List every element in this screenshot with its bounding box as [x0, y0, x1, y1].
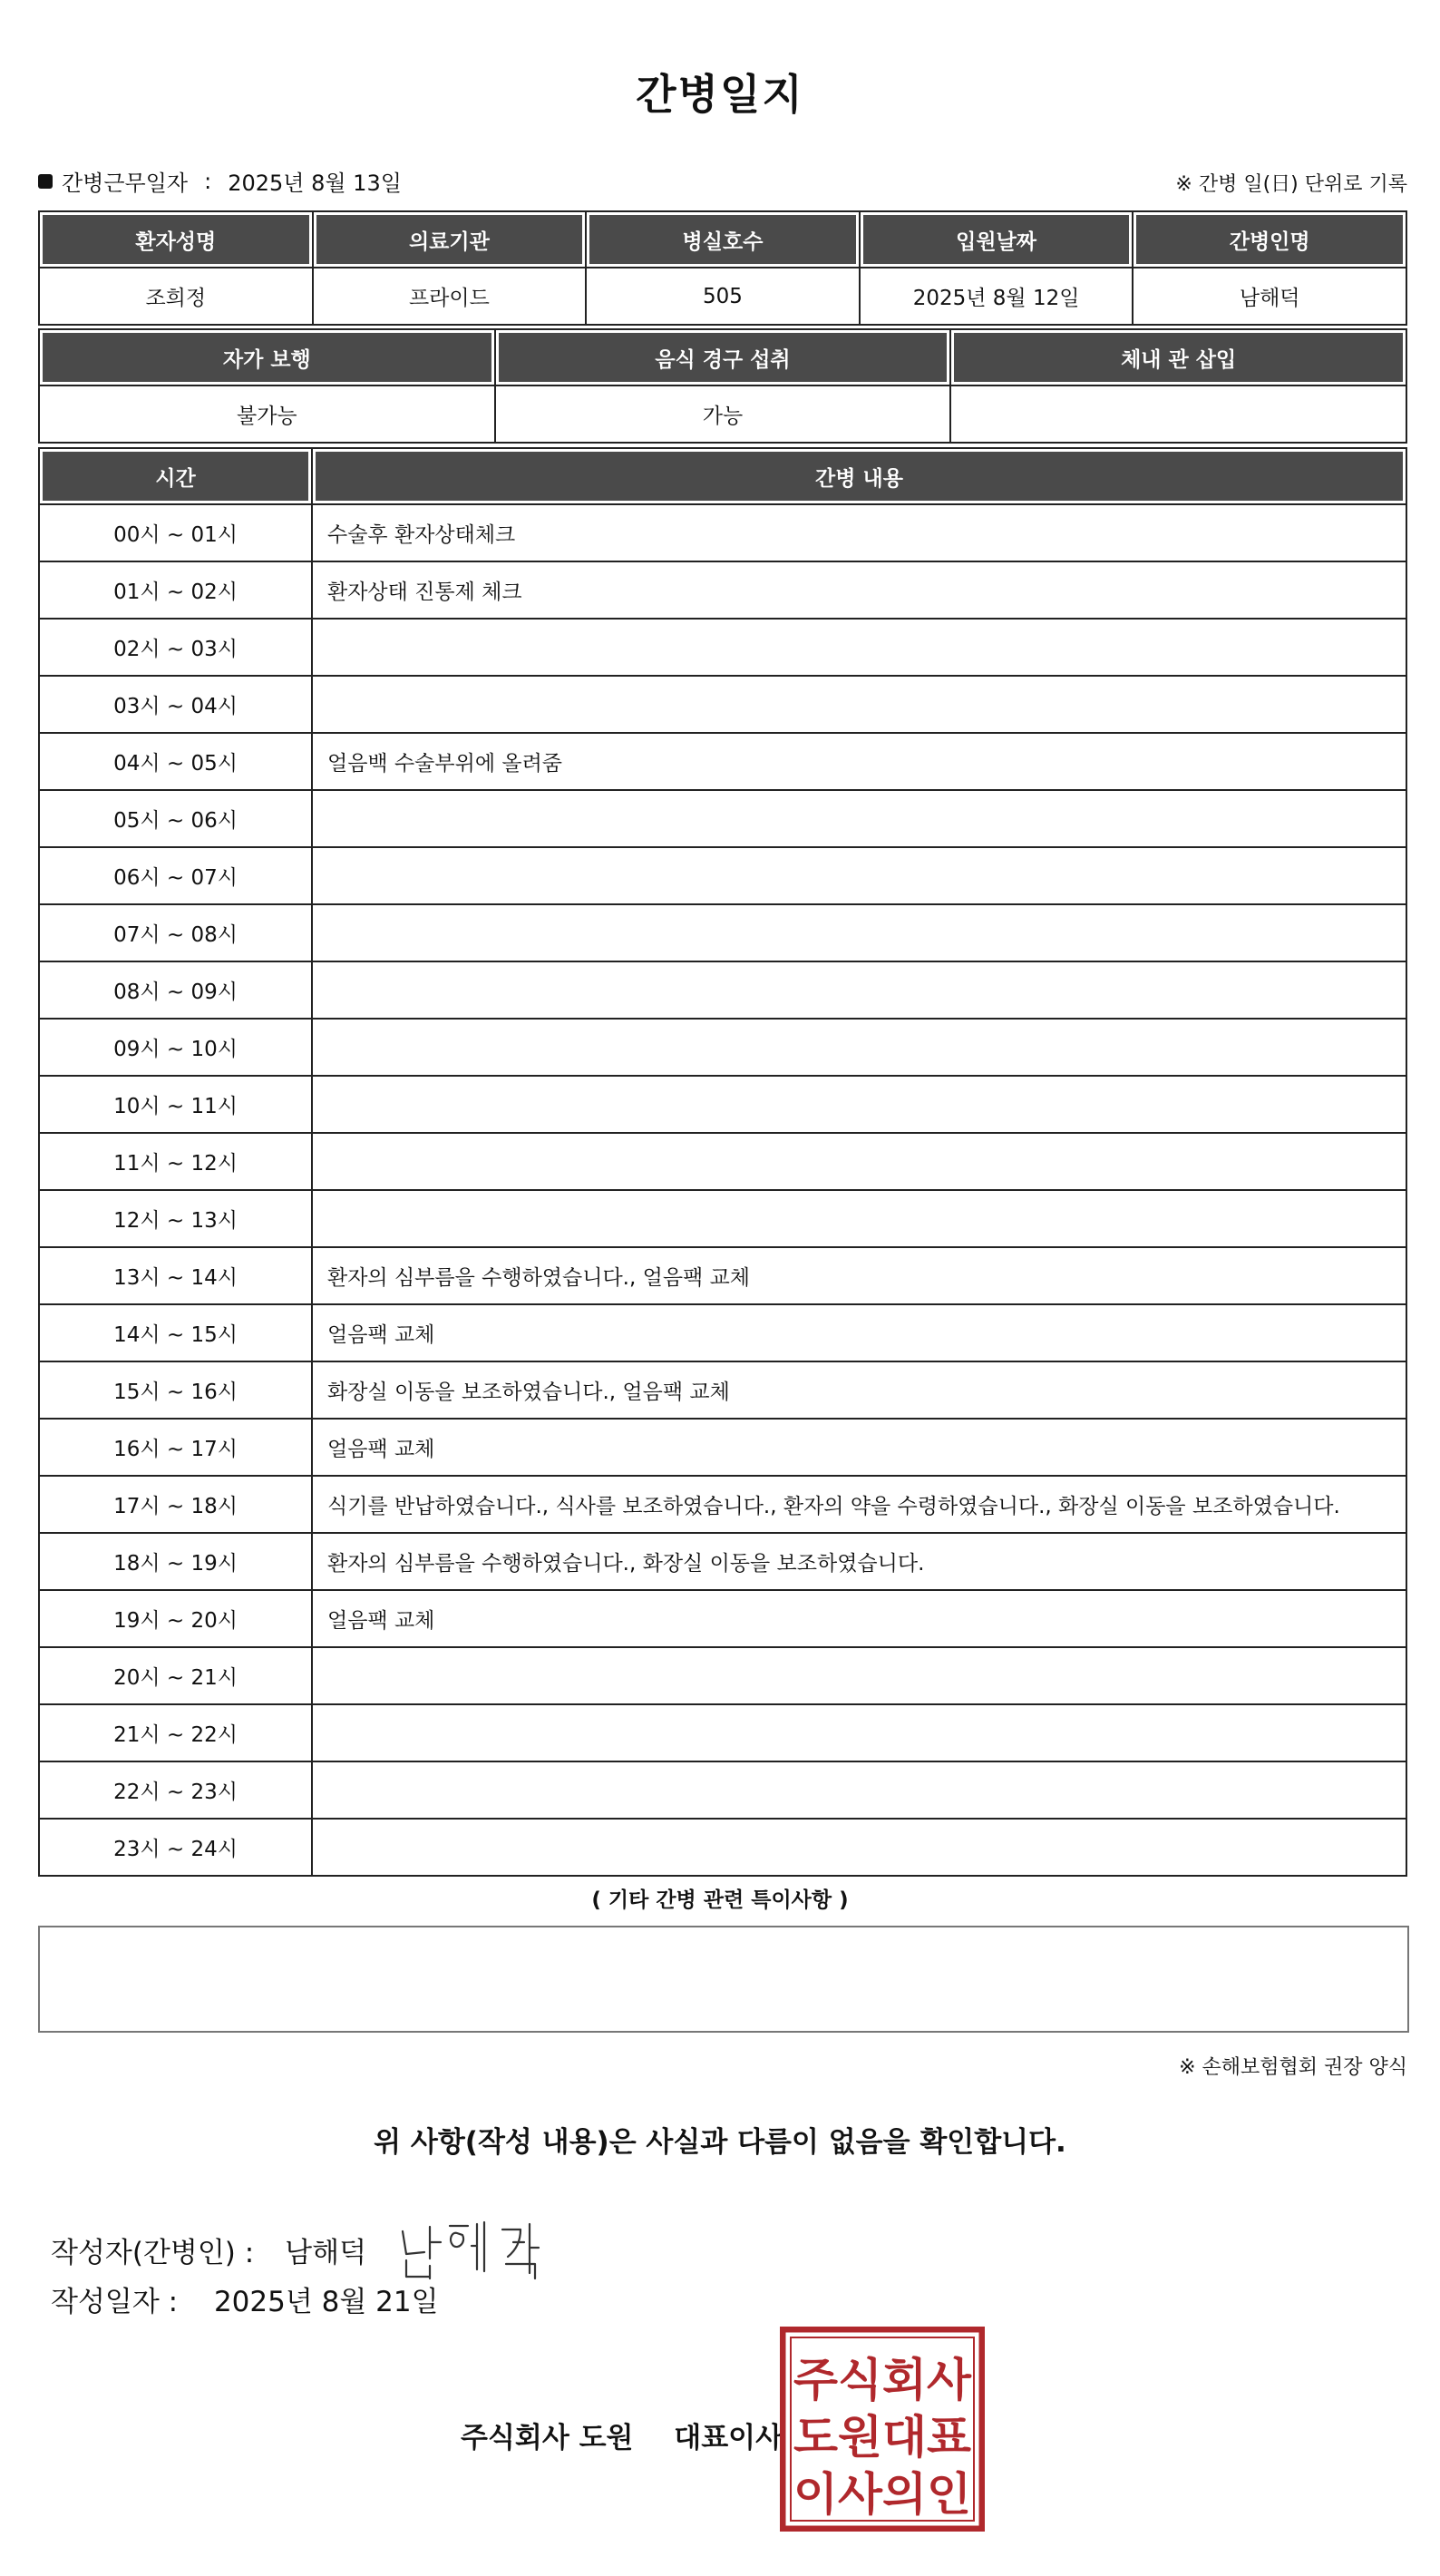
- table-row: [39, 676, 1406, 733]
- table-row: [39, 1761, 1406, 1819]
- time-cell: 21시 ~ 22시: [39, 1704, 312, 1761]
- table-row: [39, 1076, 1406, 1133]
- time-cell: 04시 ~ 05시: [39, 733, 312, 790]
- time-cell: 02시 ~ 03시: [39, 619, 312, 676]
- time-cell: 16시 ~ 17시: [39, 1419, 312, 1476]
- date-value: 2025년 8월 21일: [213, 2286, 439, 2318]
- content-cell: 환자의 심부름을 수행하였습니다., 얼음팩 교체: [312, 1247, 1406, 1304]
- tube-value: [950, 385, 1406, 443]
- content-cell: 얼음팩 교체: [312, 1419, 1406, 1476]
- patient-name: 조희정: [39, 268, 313, 325]
- content-cell: [312, 1704, 1406, 1761]
- time-cell: 17시 ~ 18시: [39, 1476, 312, 1533]
- table-row: [39, 904, 1406, 961]
- content-cell: 얼음팩 교체: [312, 1590, 1406, 1647]
- time-cell: 05시 ~ 06시: [39, 790, 312, 847]
- company-line: [461, 2415, 783, 2455]
- content-cell: [312, 790, 1406, 847]
- time-cell: 08시 ~ 09시: [39, 961, 312, 1019]
- table-row: [39, 847, 1406, 904]
- bullet-square-icon: [38, 174, 53, 189]
- header-room: 병실호수: [586, 211, 860, 268]
- content-cell: 환자의 심부름을 수행하였습니다., 화장실 이동을 보조하였습니다.: [312, 1533, 1406, 1590]
- header-hospital: 의료기관: [313, 211, 587, 268]
- table-row: [39, 1476, 1406, 1533]
- table-row: [39, 1419, 1406, 1476]
- seal-line-1: 주식회사: [793, 2354, 972, 2406]
- time-cell: 12시 ~ 13시: [39, 1190, 312, 1247]
- log-header-row: [39, 448, 1406, 504]
- header-patient-name: 환자성명: [39, 211, 313, 268]
- care-log-table: [38, 447, 1407, 1877]
- patient-info-table: [38, 210, 1407, 326]
- page-title: 간병일지: [636, 70, 804, 119]
- confirmation-text: 위 사항(작성 내용)은 사실과 다름이 없음을 확인합니다.: [374, 2126, 1066, 2159]
- content-cell: [312, 1019, 1406, 1076]
- content-cell: [312, 961, 1406, 1019]
- content-cell: 얼음백 수술부위에 올려줌: [312, 733, 1406, 790]
- time-cell: 22시 ~ 23시: [39, 1761, 312, 1819]
- time-cell: 06시 ~ 07시: [39, 847, 312, 904]
- content-cell: [312, 1190, 1406, 1247]
- association-note: ※ 손해보험협회 권장 양식: [1179, 2056, 1407, 2079]
- content-cell: [312, 1819, 1406, 1876]
- time-cell: 09시 ~ 10시: [39, 1019, 312, 1076]
- content-cell: [312, 904, 1406, 961]
- header-care-content: 간병 내용: [312, 448, 1406, 504]
- time-cell: 20시 ~ 21시: [39, 1647, 312, 1704]
- table-row: [39, 1704, 1406, 1761]
- table-row: [39, 1133, 1406, 1190]
- content-cell: [312, 619, 1406, 676]
- writer-label: 작성자(간병인) :: [51, 2236, 255, 2269]
- handwritten-signature: [394, 2213, 557, 2286]
- table-row: [39, 1819, 1406, 1876]
- content-cell: 얼음팩 교체: [312, 1304, 1406, 1361]
- content-cell: [312, 1761, 1406, 1819]
- header-time: 시간: [39, 448, 312, 504]
- time-cell: 10시 ~ 11시: [39, 1076, 312, 1133]
- time-cell: 03시 ~ 04시: [39, 676, 312, 733]
- table-row: [39, 1304, 1406, 1361]
- log-body: [39, 504, 1406, 1876]
- table-row: [39, 1361, 1406, 1419]
- table-row: [39, 1019, 1406, 1076]
- work-date-value: 2025년 8월 13일: [228, 171, 402, 196]
- status-value-row: [39, 385, 1406, 443]
- table-row: [39, 561, 1406, 619]
- patient-value-row: [39, 268, 1406, 325]
- content-cell: [312, 1076, 1406, 1133]
- content-cell: 식기를 반납하였습니다., 식사를 보조하였습니다., 환자의 약을 수령하였습니다., 화장실 이동을 보조하였습니다.: [312, 1476, 1406, 1533]
- patient-status-table: [38, 328, 1407, 444]
- table-row: [39, 1533, 1406, 1590]
- table-row: [39, 619, 1406, 676]
- time-cell: 19시 ~ 20시: [39, 1590, 312, 1647]
- work-date-label: 간병근무일자: [62, 171, 189, 196]
- table-row: [39, 1247, 1406, 1304]
- time-cell: 00시 ~ 01시: [39, 504, 312, 561]
- hospital-name: 프라이드: [313, 268, 587, 325]
- content-cell: 환자상태 진통제 체크: [312, 561, 1406, 619]
- header-admit-date: 입원날짜: [860, 211, 1134, 268]
- table-row: [39, 733, 1406, 790]
- time-cell: 11시 ~ 12시: [39, 1133, 312, 1190]
- content-cell: 화장실 이동을 보조하였습니다., 얼음팩 교체: [312, 1361, 1406, 1419]
- caregiver-name: 남해덕: [1133, 268, 1406, 325]
- header-caregiver: 간병인명: [1133, 211, 1406, 268]
- header-oral-intake: 음식 경구 섭취: [495, 329, 951, 385]
- writer-name: 남해덕: [285, 2236, 367, 2269]
- table-row: [39, 1590, 1406, 1647]
- time-cell: 14시 ~ 15시: [39, 1304, 312, 1361]
- company-name: 주식회사 도원: [461, 2422, 634, 2454]
- table-row: [39, 961, 1406, 1019]
- time-cell: 01시 ~ 02시: [39, 561, 312, 619]
- company-seal-icon: [780, 2327, 985, 2532]
- admit-date: 2025년 8월 12일: [860, 268, 1134, 325]
- header-walking: 자가 보행: [39, 329, 495, 385]
- unit-note: ※ 간병 일(日) 단위로 기록: [1175, 173, 1407, 196]
- content-cell: [312, 676, 1406, 733]
- seal-line-3: 이사의인: [793, 2468, 971, 2521]
- table-row: [39, 504, 1406, 561]
- table-row: [39, 1647, 1406, 1704]
- oral-intake-value: 가능: [495, 385, 951, 443]
- special-notes-title: ( 기타 간병 관련 특이사항 ): [591, 1888, 849, 1912]
- status-header-row: [39, 329, 1406, 385]
- date-label: 작성일자 :: [51, 2286, 179, 2318]
- walking-value: 불가능: [39, 385, 495, 443]
- work-date-sep: :: [204, 168, 212, 194]
- table-row: [39, 1190, 1406, 1247]
- content-cell: 수술후 환자상태체크: [312, 504, 1406, 561]
- writer-line: [51, 2213, 557, 2286]
- representative-title: 대표이사: [674, 2422, 783, 2454]
- time-cell: 13시 ~ 14시: [39, 1247, 312, 1304]
- content-cell: [312, 847, 1406, 904]
- patient-header-row: [39, 211, 1406, 268]
- time-cell: 07시 ~ 08시: [39, 904, 312, 961]
- time-cell: 15시 ~ 16시: [39, 1361, 312, 1419]
- header-tube: 체내 관 삽입: [950, 329, 1406, 385]
- room-number: 505: [586, 268, 860, 325]
- time-cell: 23시 ~ 24시: [39, 1819, 312, 1876]
- seal-line-2: 도원대표: [793, 2411, 972, 2464]
- table-row: [39, 790, 1406, 847]
- content-cell: [312, 1133, 1406, 1190]
- content-cell: [312, 1647, 1406, 1704]
- time-cell: 18시 ~ 19시: [39, 1533, 312, 1590]
- special-notes-box: [38, 1926, 1409, 2033]
- written-date: [51, 2278, 439, 2319]
- work-date: [38, 165, 402, 197]
